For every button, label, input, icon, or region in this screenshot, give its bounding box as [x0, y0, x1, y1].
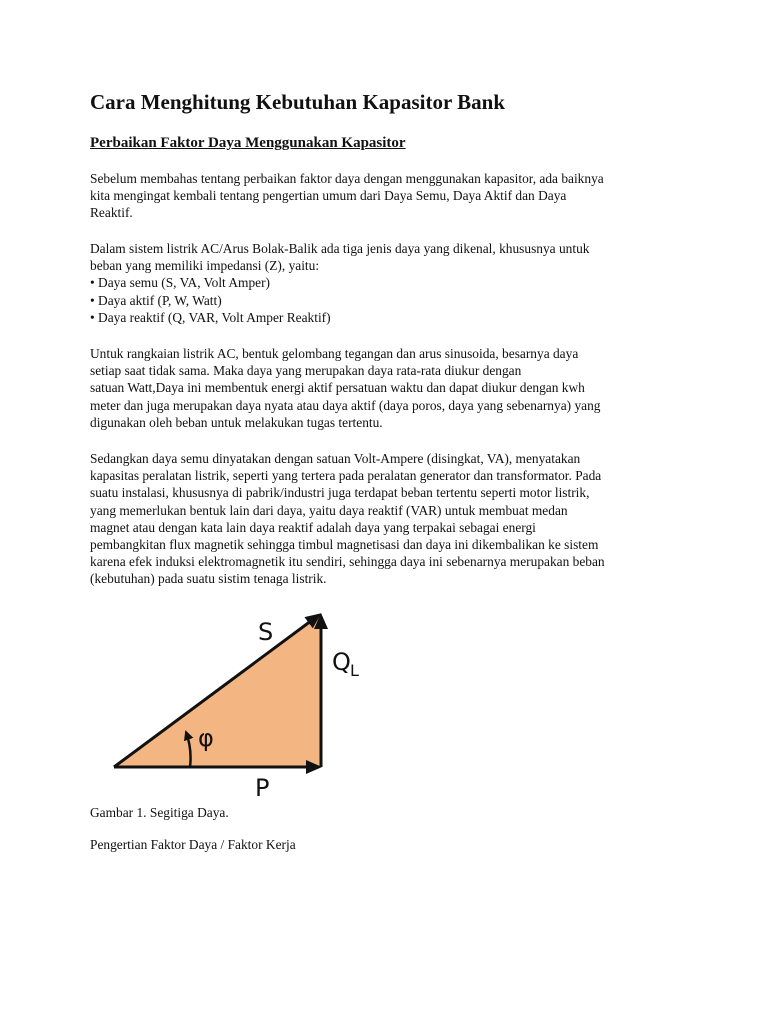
paragraph-line: setiap saat tidak sama. Maka daya yang merupakan daya rata-rata diukur dengan [90, 363, 522, 379]
list-item: • Daya aktif (P, W, Watt) [90, 292, 222, 308]
document-title: Cara Menghitung Kebutuhan Kapasitor Bank [90, 90, 506, 114]
paragraph-line: Dalam sistem listrik AC/Arus Bolak-Balik ada tiga jenis daya yang dikenal, khususnya untuk [90, 241, 590, 256]
list-item: • Daya reaktif (Q, VAR, Volt Amper Reaktif) [90, 309, 331, 325]
list-item: • Daya semu (S, VA, Volt Amper) [90, 275, 271, 291]
paragraph-line: Sedangkan daya semu dinyatakan dengan satuan Volt-Ampere (disingkat, VA), menyatakan [90, 451, 581, 466]
paragraph-power-types [90, 240, 680, 326]
paragraph-line: pembangkitan flux magnetik sehingga timbul magnetisasi dan daya ini dikembalikan ke sistem [90, 537, 599, 553]
paragraph-line: Untuk rangkaian listrik AC, bentuk gelombang tegangan dan arus sinusoida, besarnya daya [90, 346, 579, 361]
paragraph-line: magnet atau dengan kata lain daya reaktif adalah daya yang terpakai sebagai energi [90, 519, 536, 535]
paragraph-apparent-power [90, 450, 680, 588]
paragraph-line: Reaktif. [90, 205, 133, 221]
label-phi: φ [198, 724, 214, 752]
section-heading: Pengertian Faktor Daya / Faktor Kerja [90, 837, 296, 852]
paragraph-line: karena efek induksi elektromagnetik itu sendiri, sehingga daya ini sebenarnya merupakan beban [90, 554, 605, 570]
paragraph-line: kapasitas peralatan listrik, seperti yang tertera pada peralatan generator dan transformator. Pada [90, 468, 602, 484]
label-q-subscript: L [350, 661, 359, 680]
power-triangle-diagram [110, 600, 370, 805]
paragraph-line: (kebutuhan) pada suatu sistim tenaga listrik. [90, 571, 327, 587]
paragraph-line: beban yang memiliki impedansi (Z), yaitu: [90, 258, 320, 274]
paragraph-active-power [90, 345, 680, 431]
power-triangle-figure [110, 600, 370, 805]
figure-caption: Gambar 1. Segitiga Daya. [90, 805, 229, 820]
label-s: S [258, 618, 274, 646]
document-subtitle: Perbaikan Faktor Daya Menggunakan Kapasitor [90, 135, 406, 151]
paragraph-line: yang memerlukan bentuk lain dari daya, yaitu daya reaktif (VAR) untuk membuat medan [90, 502, 568, 518]
paragraph-line: meter dan juga merupakan daya nyata atau daya aktif (daya poros, daya yang sebenarnya) yang [90, 397, 601, 413]
paragraph-line: Sebelum membahas tentang perbaikan faktor daya dengan menggunakan kapasitor, ada baiknya [90, 171, 604, 186]
paragraph-line: digunakan oleh beban untuk melakukan tugas tertentu. [90, 414, 383, 430]
label-p: P [255, 774, 270, 802]
paragraph-line: satuan Watt,Daya ini membentuk energi aktif persatuan waktu dan dapat diukur dengan kwh [90, 380, 585, 396]
label-q: Q [332, 648, 351, 676]
paragraph-line: kita mengingat kembali tentang pengertian umum dari Daya Semu, Daya Aktif dan Daya [90, 188, 567, 204]
paragraph-line: suatu instalasi, khususnya di pabrik/industri juga terdapat beban tertentu seperti motor listrik, [90, 485, 590, 501]
paragraph-intro [90, 170, 680, 222]
